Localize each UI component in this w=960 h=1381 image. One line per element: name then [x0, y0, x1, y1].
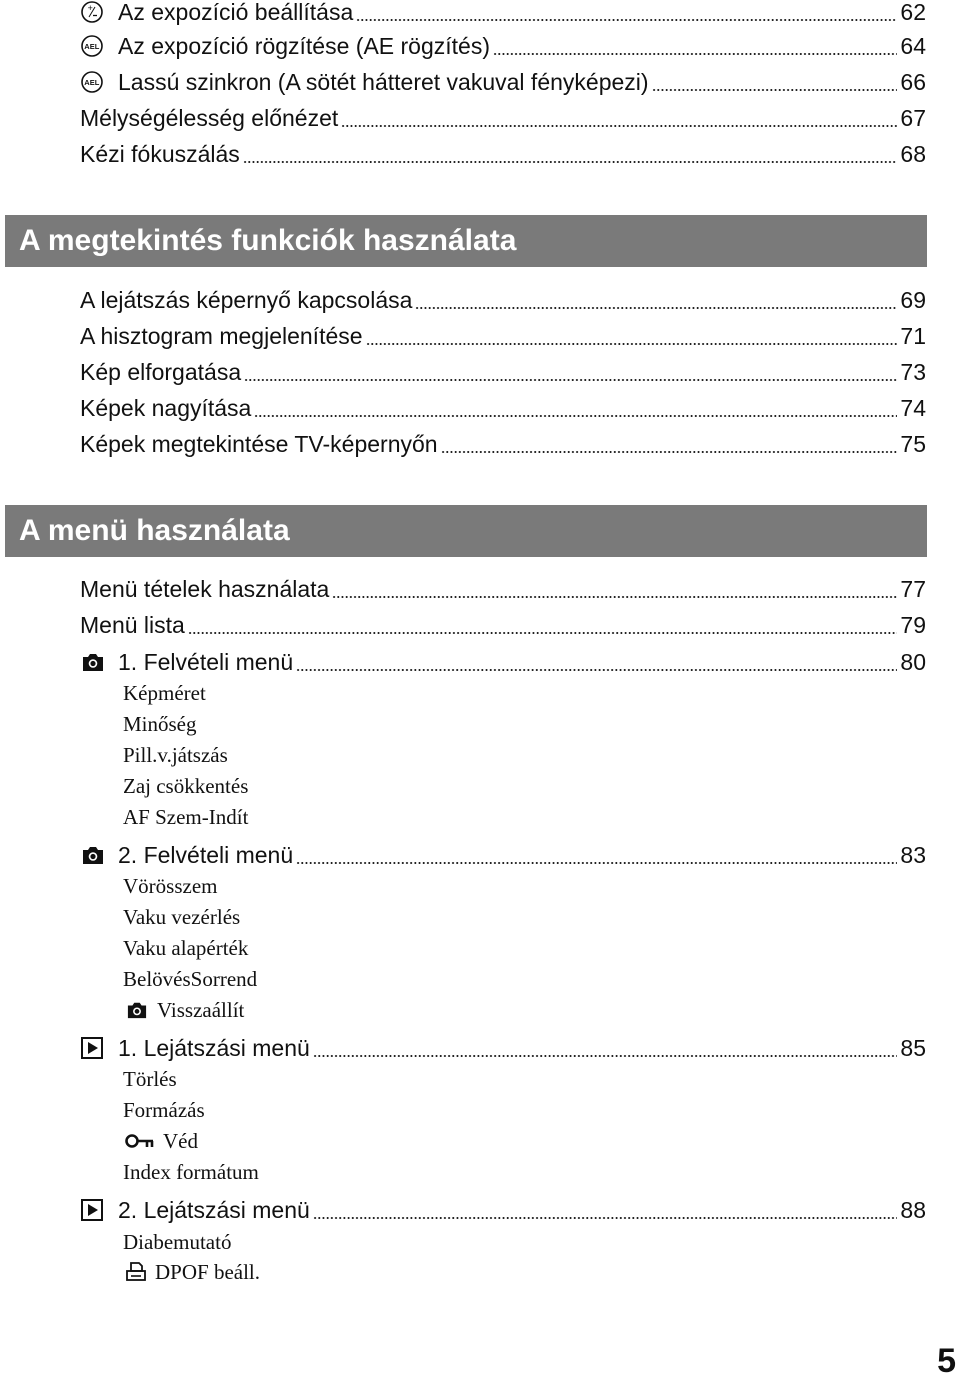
toc-entry-page: 66	[900, 68, 926, 95]
dot-leader	[254, 415, 897, 417]
sub-item-protect[interactable]	[125, 1126, 198, 1156]
sub-item-label: Formázás	[123, 1097, 205, 1122]
dot-leader	[356, 19, 897, 21]
svg-text:+: +	[87, 3, 93, 13]
sub-item[interactable]	[123, 1157, 259, 1187]
play-icon	[80, 1198, 110, 1222]
sub-item[interactable]	[123, 678, 206, 708]
toc-entry-play-menu-2[interactable]	[80, 1192, 926, 1228]
section-title: A menü használata	[19, 514, 290, 547]
dot-leader	[415, 307, 897, 309]
sub-item-dpof[interactable]	[125, 1257, 260, 1287]
sub-item-label: Diabemutató	[123, 1229, 232, 1254]
sub-item-label: Zaj csökkentés	[123, 773, 249, 798]
dot-leader	[341, 125, 897, 127]
key-icon	[125, 1132, 155, 1150]
toc-entry-page: 77	[900, 575, 926, 602]
toc-entry-exposure-setting[interactable]	[80, 0, 926, 30]
dot-leader	[244, 379, 897, 381]
toc-entry-label: 2. Felvételi menü	[118, 841, 294, 868]
sub-item[interactable]	[123, 1095, 205, 1125]
toc-entry-menu-items[interactable]	[80, 571, 926, 607]
sub-item[interactable]	[123, 1064, 177, 1094]
sub-item[interactable]	[123, 871, 217, 901]
sub-item-label: BelövésSorrend	[123, 966, 258, 991]
sub-item-label: Minőség	[123, 711, 197, 736]
page-number: 5	[937, 1342, 956, 1380]
toc-entry-menu-list[interactable]	[80, 607, 926, 643]
dot-leader	[243, 161, 898, 163]
svg-text:AEL: AEL	[84, 42, 100, 51]
toc-entry-playback-screen[interactable]	[80, 282, 926, 318]
ael-icon	[80, 34, 110, 58]
sub-item-label: Véd	[163, 1128, 198, 1153]
toc-entry-label: Menü lista	[80, 611, 185, 638]
toc-entry-page: 64	[900, 32, 926, 59]
toc-entry-zoom[interactable]	[80, 390, 926, 426]
toc-entry-label: 1. Lejátszási menü	[118, 1034, 310, 1061]
ael-icon	[80, 70, 110, 94]
dot-leader	[313, 1217, 898, 1219]
toc-entry-label: 1. Felvételi menü	[118, 648, 294, 675]
dot-leader	[493, 53, 897, 55]
toc-entry-histogram[interactable]	[80, 318, 926, 354]
dot-leader	[296, 862, 897, 864]
toc-entry-label: Képek nagyítása	[80, 394, 252, 421]
toc-entry-label: Mélységélesség előnézet	[80, 104, 339, 131]
sub-item-label: Vaku vezérlés	[123, 904, 241, 929]
dot-leader	[313, 1055, 898, 1057]
camera-icon	[80, 844, 110, 866]
sub-item[interactable]	[123, 740, 228, 770]
toc-entry-label: Az expozíció beállítása	[118, 0, 354, 25]
toc-entry-rec-menu-2[interactable]	[80, 837, 926, 873]
toc-entry-rotate[interactable]	[80, 354, 926, 390]
toc-entry-manual-focus[interactable]	[80, 136, 926, 172]
toc-entry-label: 2. Lejátszási menü	[118, 1196, 310, 1223]
toc-entry-depth-preview[interactable]	[80, 100, 926, 136]
toc-entry-slow-sync[interactable]	[80, 64, 926, 100]
sub-item-label: Visszaállít	[157, 997, 245, 1022]
toc-entry-page: 62	[900, 0, 926, 25]
sub-item-label: Törlés	[123, 1066, 177, 1091]
toc-entry-label: Kép elforgatása	[80, 358, 242, 385]
toc-entry-page: 79	[900, 611, 926, 638]
toc-entry-page: 75	[900, 430, 926, 457]
toc-entry-page: 83	[900, 841, 926, 868]
toc-entry-label: Kézi fókuszálás	[80, 140, 240, 167]
section-title: A megtekintés funkciók használata	[19, 224, 517, 257]
sub-item-reset[interactable]	[125, 995, 244, 1025]
toc-entry-label: Lassú szinkron (A sötét hátteret vakuval fényképezi)	[118, 68, 649, 95]
dot-leader	[296, 669, 897, 671]
sub-item[interactable]	[123, 802, 248, 832]
sub-item-label: Pill.v.játszás	[123, 742, 228, 767]
toc-entry-rec-menu-1[interactable]	[80, 644, 926, 680]
sub-item-label: Képméret	[123, 680, 206, 705]
toc-entry-tv-view[interactable]	[80, 426, 926, 462]
play-icon	[80, 1036, 110, 1060]
toc-entry-label: Az expozíció rögzítése (AE rögzítés)	[118, 32, 490, 59]
sub-item-label: AF Szem-Indít	[123, 804, 249, 829]
toc-entry-page: 85	[900, 1034, 926, 1061]
dot-leader	[366, 343, 898, 345]
svg-text:AEL: AEL	[84, 78, 100, 87]
sub-item-label: Vaku alapérték	[123, 935, 249, 960]
dot-leader	[332, 596, 897, 598]
toc-entry-play-menu-1[interactable]	[80, 1030, 926, 1066]
toc-entry-page: 68	[900, 140, 926, 167]
toc-entry-label: Képek megtekintése TV-képernyőn	[80, 430, 438, 457]
section-header-menu	[5, 505, 927, 557]
toc-entry-label: Menü tételek használata	[80, 575, 330, 602]
sub-item[interactable]	[123, 933, 248, 963]
exposure-compensation-icon	[80, 0, 110, 24]
section-header-viewing	[5, 215, 927, 267]
dot-leader	[188, 632, 898, 634]
toc-entry-page: 88	[900, 1196, 926, 1223]
print-icon	[125, 1261, 147, 1283]
sub-item-label: DPOF beáll.	[155, 1259, 260, 1284]
sub-item[interactable]	[123, 709, 197, 739]
dot-leader	[441, 451, 898, 453]
toc-entry-label: A lejátszás képernyő kapcsolása	[80, 286, 413, 313]
sub-item[interactable]	[123, 1227, 231, 1257]
toc-entry-page: 71	[900, 322, 926, 349]
sub-item-label: Vörösszem	[123, 873, 218, 898]
sub-item[interactable]	[123, 771, 248, 801]
sub-item[interactable]	[123, 964, 257, 994]
camera-icon	[125, 1000, 149, 1020]
toc-entry-page: 73	[900, 358, 926, 385]
dot-leader	[652, 89, 898, 91]
toc-entry-page: 74	[900, 394, 926, 421]
toc-entry-page: 80	[900, 648, 926, 675]
toc-entry-label: A hisztogram megjelenítése	[80, 322, 363, 349]
toc-entry-page: 67	[900, 104, 926, 131]
toc-entry-ae-lock[interactable]	[80, 28, 926, 64]
camera-icon	[80, 651, 110, 673]
toc-entry-page: 69	[900, 286, 926, 313]
sub-item[interactable]	[123, 902, 240, 932]
sub-item-label: Index formátum	[123, 1159, 259, 1184]
